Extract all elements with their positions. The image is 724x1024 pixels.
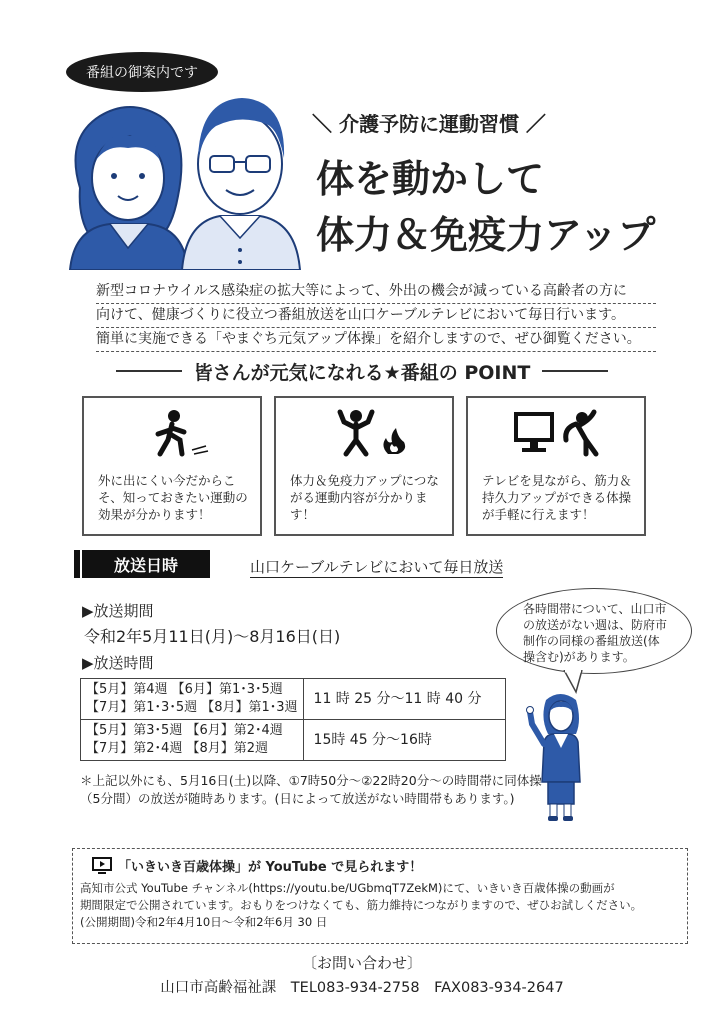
page-title-line1: 体を動かして <box>316 157 545 201</box>
section-bar <box>74 550 80 578</box>
broadcast-subheading: 山口ケーブルテレビにおいて毎日放送 <box>250 558 504 576</box>
schedule-time: 11 時 25 分～11 時 40 分 <box>303 679 505 720</box>
point-heading <box>104 356 620 386</box>
period-label: ▶放送期間 <box>82 602 154 620</box>
point-heading-text: 皆さんが元気になれる★番組の POINT <box>193 361 531 384</box>
schedule-weeks <box>81 679 304 720</box>
schedule-time: 15時 45 分～16時 <box>303 720 505 761</box>
weeks-line: 【5月】第3･5週 【6月】第2･4週 <box>86 723 283 738</box>
page-title-line2: 体力＆免疫力アップ <box>316 213 656 257</box>
guide-speech-bubble: 番組の御案内です <box>66 52 218 92</box>
schedule-table <box>80 678 506 761</box>
point-card-2 <box>274 396 454 536</box>
intro-line: 新型コロナウイルス感染症の拡大等によって、外出の機会が減っている高齢者の方に <box>96 280 656 304</box>
contact-info: 山口市高齢福祉課 TEL083-934-2758 FAX083-934-2647 <box>160 980 564 996</box>
presenter-speech-bubble: 各時間帯について、山口市の放送がない週は、防府市制作の同様の番組放送(体操含む)があります。 <box>496 588 692 674</box>
weeks-line: 【5月】第4週 【6月】第1･3･5週 <box>86 682 283 697</box>
tagline: ＼ 介護予防に運動習慣 ／ <box>312 112 546 136</box>
heading-rule-right <box>542 370 608 372</box>
elderly-couple-illustration <box>60 78 310 270</box>
weeks-line: 【7月】第2･4週 【8月】第2週 <box>86 741 268 756</box>
video-screen-icon <box>92 857 112 875</box>
exercising-person-fire-icon <box>276 408 456 458</box>
time-label: ▶放送時間 <box>82 654 154 672</box>
intro-line: 向けて、健康づくりに役立つ番組放送を山口ケーブルテレビにおいて毎日行います。 <box>96 304 656 328</box>
schedule-weeks <box>81 720 304 761</box>
youtube-body-line: 期間限定で公開されています。おもりをつけなくても、筋力維持につながりますので、ぜひお試しください。 <box>80 898 643 912</box>
heading-rule-left <box>116 370 182 372</box>
tv-stretching-person-icon <box>468 408 648 458</box>
weeks-line: 【7月】第1･3･5週 【8月】第1･3週 <box>86 700 298 715</box>
broadcast-heading: 放送日時 <box>82 550 210 578</box>
table-row <box>81 679 506 720</box>
walking-person-icon <box>84 408 264 458</box>
broadcast-note: ＊上記以外にも、5月16日(土)以降、①7時50分～②22時20分～の時間帯に同体操（5分間）の放送が随時あります。(日によって放送がない時間帯もあります。) <box>80 773 542 806</box>
point-card-text: 体力＆免疫力アップにつながる運動内容が分かります！ <box>290 473 439 522</box>
table-row <box>81 720 506 761</box>
youtube-body-line: 高知市公式 YouTube チャンネル(https://youtu.be/UGbmqT7ZekM)にて、いきいき百歳体操の動画が <box>80 881 615 895</box>
youtube-body <box>80 880 684 931</box>
presenter-woman-illustration <box>524 690 594 822</box>
point-card-text: 外に出にくい今だからこそ、知っておきたい運動の効果が分かります！ <box>98 473 248 522</box>
intro-line: 簡単に実施できる「やまぐち元気アップ体操」を紹介しますので、ぜひ御覧ください。 <box>96 328 656 352</box>
youtube-heading-text: 「いきいき百歳体操」が YouTube で見られます！ <box>118 860 423 875</box>
point-card-1 <box>82 396 262 536</box>
youtube-body-line: (公開期間)令和2年4月10日～令和2年6月 30 日 <box>80 915 328 929</box>
point-card-3 <box>466 396 646 536</box>
contact-title: 〔お問い合わせ〕 <box>301 954 422 972</box>
intro-text <box>96 280 656 352</box>
period-value: 令和2年5月11日(月)～8月16日(日) <box>84 627 341 646</box>
point-card-text: テレビを見ながら、筋力＆持久力アップができる体操が手軽に行えます！ <box>482 473 632 522</box>
youtube-heading <box>92 856 422 875</box>
